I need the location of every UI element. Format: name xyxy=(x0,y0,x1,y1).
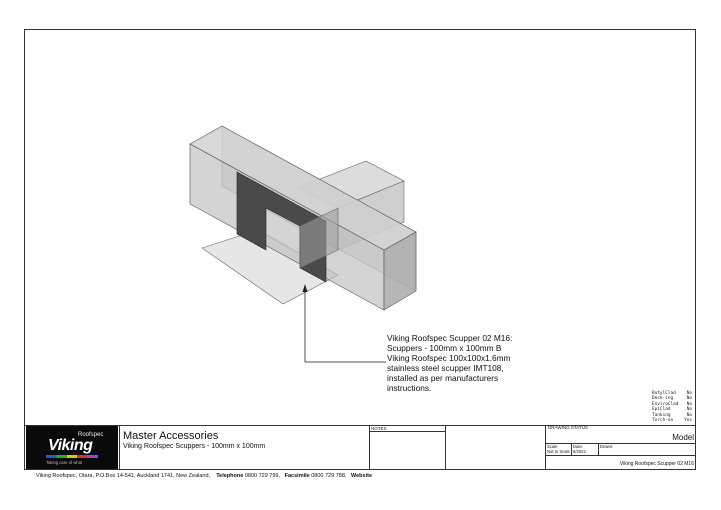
status-row: Deck-ing No xyxy=(652,396,692,402)
drawing-title: Master Accessories xyxy=(123,430,219,442)
divider xyxy=(445,425,446,470)
date-field: Date: 6/2022 xyxy=(573,444,586,454)
divider xyxy=(369,431,445,432)
viking-roofspec-logo: Roofspec Viking Taking care of what xyxy=(26,426,118,469)
website-link[interactable]: Website xyxy=(351,473,373,479)
drawing-status-label: DRAWING STATUS xyxy=(548,425,588,430)
status-row: EpiClad No xyxy=(652,407,692,413)
drawing-reference: Viking Roofspec Scupper 02 M16 xyxy=(619,461,694,467)
notes-label: NOTES xyxy=(371,426,387,431)
status-row: ButylClad No xyxy=(652,391,692,396)
callout-text: Viking Roofspec Scupper 02 M16: Scuppers - 100mm x 100mm B Viking Roofspec 100x100x1.6mm stainless steel scupper IMT108, installed as per manufacturers instructions. xyxy=(387,333,513,393)
system-status-table xyxy=(652,391,692,423)
drawing-status-value: Model xyxy=(672,433,694,442)
divider xyxy=(571,443,572,455)
status-row: EnviroClad No xyxy=(652,401,692,407)
footer-contact: Viking Roofspec, Otara, P.O.Box 14-541, Auckland 1741, New Zealand, Telephone 0800 729 799, Facsimile 0800 729 788, Website xyxy=(36,473,373,479)
divider xyxy=(545,455,696,456)
logo-color-bar xyxy=(46,455,98,458)
drawing-subtitle: Viking Roofspec Scuppers - 100mm x 100mm xyxy=(123,443,266,450)
status-row: Torch-on Yes xyxy=(652,418,692,424)
scale-field: Scale Not to Scale xyxy=(547,444,570,454)
divider xyxy=(119,425,120,470)
divider xyxy=(545,425,546,470)
status-row: Tanking No xyxy=(652,412,692,418)
divider xyxy=(598,443,599,455)
drawn-field: Drawn: xyxy=(600,444,614,449)
